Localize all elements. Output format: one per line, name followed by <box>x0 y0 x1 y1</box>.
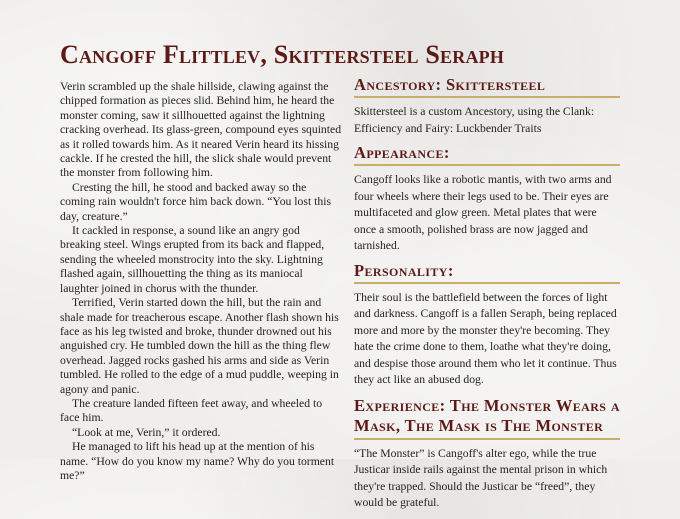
ancestory-text: Skittersteel is a custom Ancestory, using the Clank: Efficiency and Fairy: Luckbender Traits <box>354 105 595 135</box>
personality-text: Their soul is the battlefield between the forces of light and darkness. Cangoff is a fallen Seraph, being replaced more and more by the monster they're becoming. They hate the crime done to them, loathe what they're doing, and despise those around them who let it continue. Thus they act like an abused dog. <box>354 290 617 386</box>
appearance-text: Cangoff looks like a robotic mantis, with two arms and four wheels where their legs used to be. Their eyes are multifaceted and glow green. Metal plates that were once a smooth, polished brass are now jagged and tarnished. <box>354 173 612 252</box>
appearance-heading: Appearance: <box>354 143 450 162</box>
ancestory-section <box>354 76 620 137</box>
story-paragraph-7: He managed to lift his head up at the mention of his name. “How do you know my name? Why do you torment me?” <box>60 440 335 482</box>
story-paragraph-5: The creature landed fifteen feet away, and wheeled to face him. <box>60 396 323 425</box>
appearance-section <box>354 144 620 255</box>
experience-section <box>354 396 620 512</box>
personality-heading: Personality: <box>354 260 454 280</box>
story-paragraph-2: Cresting the hill, he stood and backed away so the coming rain wouldn't force him back down. “You lost this day, creature.” <box>60 180 331 223</box>
page-title: Cangoff Flittlev, Skittersteel Seraph <box>60 40 505 69</box>
experience-heading: Experience: The Monster Wears a Mask, The Mask is The Monster <box>354 395 620 435</box>
story-paragraph-1: Verin scrambled up the shale hillside, clawing against the chipped formation as pieces slid. Behind him, he heard the monster coming, saw it sillhouetted against the lightning cracking overhead. Its glass-green, compound eyes squinted as it rolled towards him. As it neared Verin heard its hissing cackle. If he crested the hill, the slick shale would prevent the monster from following him. <box>60 80 342 180</box>
story-paragraph-6: “Look at me, Verin,” it ordered. <box>72 425 221 439</box>
ancestory-divider <box>354 96 620 98</box>
experience-divider <box>354 438 620 440</box>
personality-section <box>354 262 620 389</box>
experience-text: “The Monster” is Cangoff's alter ego, while the true Justicar inside rails against the mental prison in which they're trapped. Should the Justicar be “freed”, they would be grateful. <box>354 446 608 509</box>
appearance-divider <box>354 164 620 166</box>
ancestory-heading: Ancestory: Skittersteel <box>354 75 546 94</box>
story-paragraph-3: It cackled in response, a sound like an angry god breaking steel. Wings erupted from its back and flapped, sending the wheeled monstrocity into the sky. Lightning flashed again, sillhouetting the thing as its maniocal laughter joined in chorus with the thunder. <box>60 224 325 295</box>
personality-divider <box>354 282 620 284</box>
details-column <box>354 76 620 519</box>
story-paragraph-4: Terrified, Verin started down the hill, but the rain and shale made for treacherous escape. Another flash shown his face as his leg twisted and broke, thunder drowned out his anguished cry. He tumbled down the hill as the thing flew overhead. Jagged rocks gashed his arms and side as Verin tumbled. He rolled to the edge of a mud puddle, weeping in agony and panic. <box>60 296 339 396</box>
story-column <box>60 80 342 483</box>
